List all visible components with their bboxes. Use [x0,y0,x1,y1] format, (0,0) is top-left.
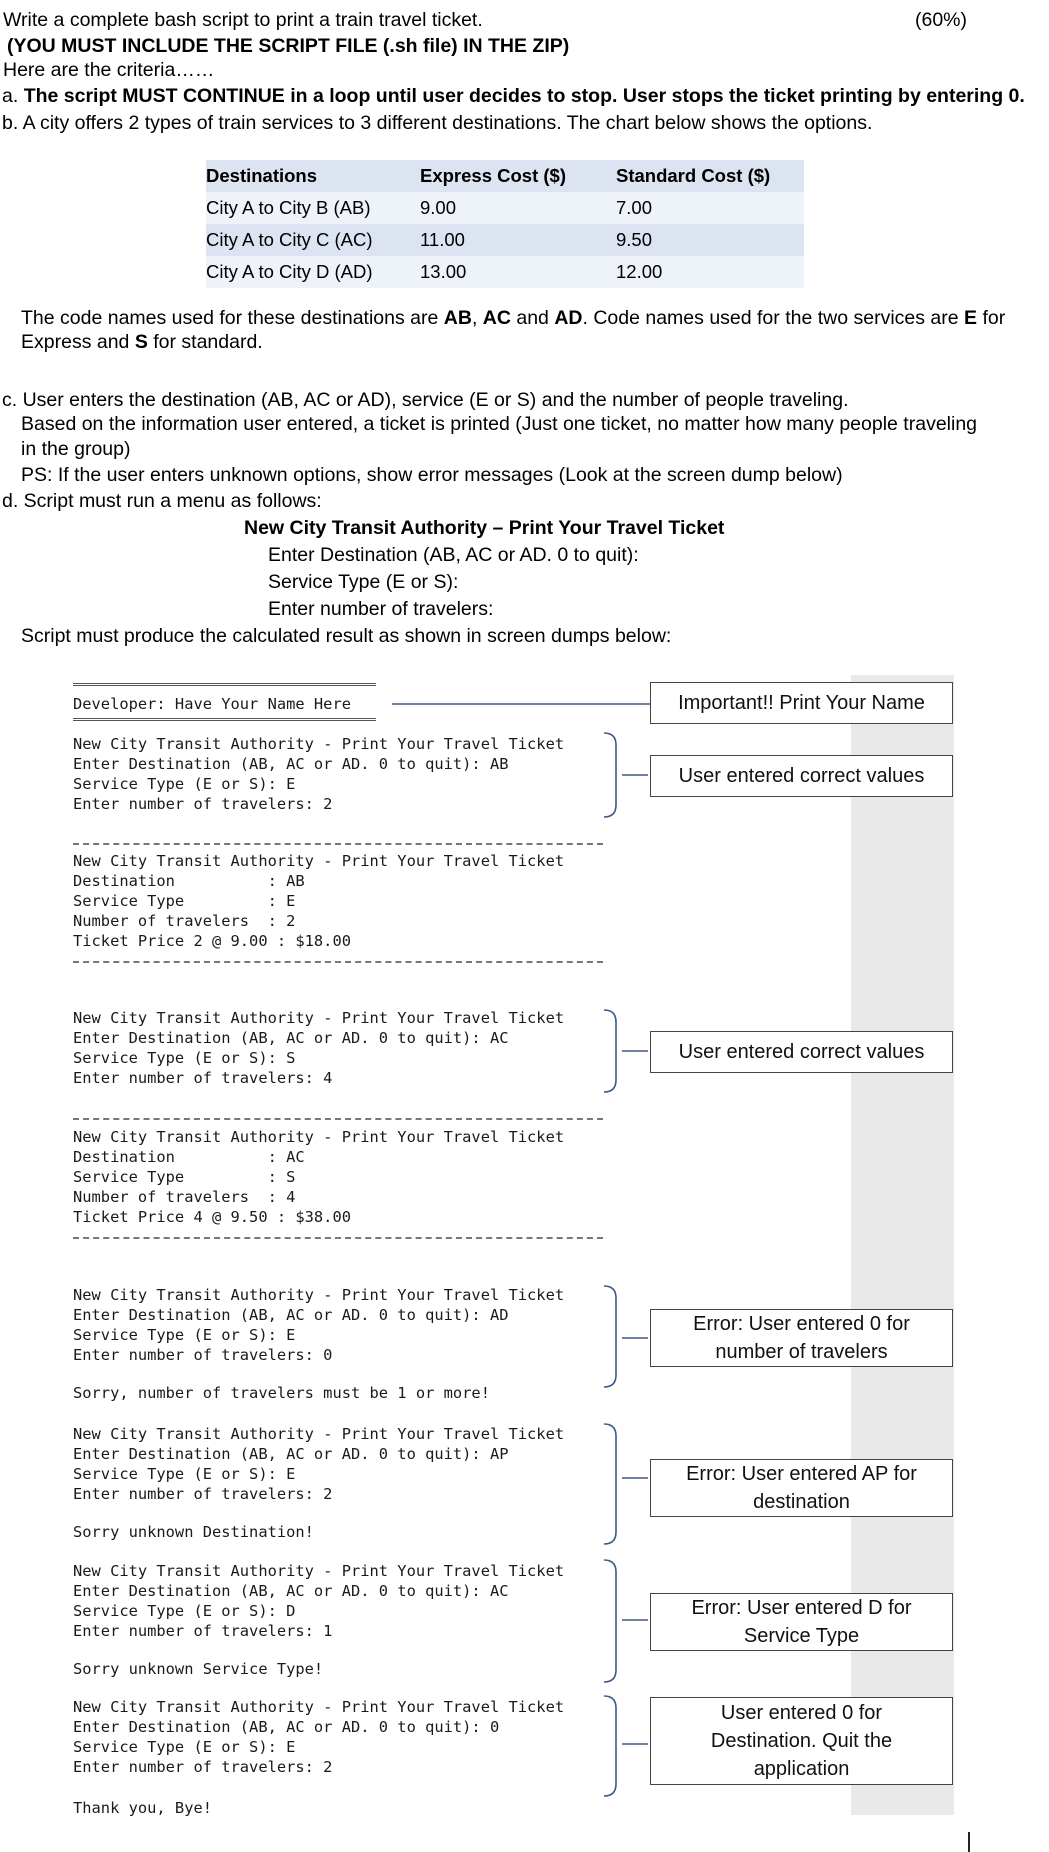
cell-express: 9.00 [420,192,616,224]
code-text: for standard. [147,331,263,353]
assignment-intro: Write a complete bash script to print a train travel ticket. [3,9,483,31]
cell-express: 11.00 [420,224,616,256]
header-standard-cost: Standard Cost ($) [616,160,804,192]
callout-print-name: Important!! Print Your Name [650,682,953,724]
terminal-line: Destination : AB [73,872,305,890]
terminal-line: New City Transit Authority - Print Your Travel Ticket [73,852,565,870]
terminal-line: Destination : AC [73,1148,305,1166]
error-travelers: Sorry, number of travelers must be 1 or more! [73,1384,490,1402]
callout-quit [650,1697,953,1785]
bracket-icon [604,1424,616,1544]
callout-line: User entered 0 for [720,1702,883,1724]
bracket-icon [604,733,616,817]
text-cursor [968,1832,970,1852]
criterion-a-prefix: a. [2,85,19,107]
terminal-line: Service Type : S [73,1168,296,1186]
criteria-intro: Here are the criteria…… [3,59,215,81]
criterion-c-line1: c. User enters the destination (AB, AC or AD), service (E or S) and the number of people traveling. [2,389,849,411]
terminal-line: Service Type (E or S): E [73,1465,296,1483]
callout-correct-values-1: User entered correct values [650,755,953,797]
callout-line: destination [753,1491,850,1513]
terminal-line: New City Transit Authority - Print Your Travel Ticket [73,1425,565,1443]
terminal-line: Service Type (E or S): E [73,1326,296,1344]
terminal-line: Enter number of travelers: 1 [73,1622,333,1640]
terminal-line: Ticket Price 2 @ 9.00 : $18.00 [73,932,351,950]
cell-standard: 12.00 [616,256,804,288]
bracket-icon [604,1286,616,1387]
code-text: Express and [21,331,135,353]
terminal-line: Enter Destination (AB, AC or AD. 0 to quit): AB [73,755,509,773]
terminal-line: New City Transit Authority - Print Your Travel Ticket [73,1128,565,1146]
terminal-line: Service Type : E [73,892,296,910]
criterion-a-text: The script MUST CONTINUE in a loop until user decides to stop. User stops the ticket printing by entering 0. [23,85,1025,107]
code-e: E [964,307,978,329]
menu-title: New City Transit Authority – Print Your Travel Ticket [244,517,725,539]
terminal-line: Enter Destination (AB, AC or AD. 0 to quit): AP [73,1445,509,1463]
callout-line: Destination. Quit the [710,1730,893,1752]
code-ab: AB [443,307,472,329]
criterion-c-line2: Based on the information user entered, a ticket is printed (Just one ticket, no matter how many people traveling [21,413,978,435]
callout-line: Error: User entered 0 for [693,1313,910,1335]
code-s: S [134,331,148,353]
terminal-line: New City Transit Authority - Print Your Travel Ticket [73,1698,565,1716]
developer-line: Developer: Have Your Name Here [73,695,351,713]
cell-express: 13.00 [420,256,616,288]
terminal-line: Number of travelers : 4 [73,1188,296,1206]
code-ac: AC [482,307,511,329]
error-destination: Sorry unknown Destination! [73,1523,314,1541]
menu-destination: Enter Destination (AB, AC or AD. 0 to quit): [268,544,639,566]
terminal-line: Enter number of travelers: 4 [73,1069,333,1087]
code-ad: AD [554,307,583,329]
cell-standard: 7.00 [616,192,804,224]
zip-requirement: (YOU MUST INCLUDE THE SCRIPT FILE (.sh file) IN THE ZIP) [7,35,570,57]
header-express-cost: Express Cost ($) [420,160,616,192]
terminal-line: Service Type (E or S): E [73,1738,296,1756]
cell-destination: City A to City C (AC) [206,224,420,256]
cell-standard: 9.50 [616,224,804,256]
callout-error-destination [650,1459,953,1517]
terminal-line: Service Type (E or S): E [73,775,296,793]
terminal-line: Enter Destination (AB, AC or AD. 0 to quit): AC [73,1582,509,1600]
error-service: Sorry unknown Service Type! [73,1660,324,1678]
cell-destination: City A to City D (AD) [206,256,420,288]
callout-error-travelers [650,1309,953,1367]
bracket-icon [604,1560,616,1682]
callout-line: number of travelers [715,1341,888,1363]
terminal-line: New City Transit Authority - Print Your Travel Ticket [73,1562,565,1580]
terminal-line: Ticket Price 4 @ 9.50 : $38.00 [73,1208,351,1226]
weight-percent: (60%) [915,9,968,31]
callout-line: Error: User entered AP for [686,1463,917,1485]
menu-service: Service Type (E or S): [268,571,459,593]
code-text: . Code names used for the two services are [582,307,965,329]
header-destinations: Destinations [206,160,420,192]
criterion-c-line3: in the group) [21,438,131,460]
bracket-icon [604,1010,616,1092]
criterion-c-ps: PS: If the user enters unknown options, show error messages (Look at the screen dump below) [21,464,843,486]
code-text: The code names used for these destinations are [21,307,444,329]
terminal-line: Service Type (E or S): S [73,1049,296,1067]
callout-correct-values-2: User entered correct values [650,1031,953,1073]
callout-line: application [753,1758,850,1780]
bracket-icon [604,1696,616,1796]
criterion-d-line1: d. Script must run a menu as follows: [2,490,322,512]
terminal-line: Enter Destination (AB, AC or AD. 0 to quit): AD [73,1306,509,1324]
cell-destination: City A to City B (AB) [206,192,420,224]
criterion-b-prefix: b. [2,112,19,134]
terminal-line: Enter number of travelers: 0 [73,1346,333,1364]
terminal-line: Service Type (E or S): D [73,1602,296,1620]
callout-error-service [650,1593,953,1651]
screen-dump-intro: Script must produce the calculated result as shown in screen dumps below: [21,625,672,647]
terminal-line: Number of travelers : 2 [73,912,296,930]
terminal-line: Enter Destination (AB, AC or AD. 0 to quit): AC [73,1029,509,1047]
terminal-line: Enter number of travelers: 2 [73,795,333,813]
terminal-line: Enter number of travelers: 2 [73,1485,333,1503]
code-text: for [977,307,1006,329]
callout-line: Error: User entered D for [691,1597,912,1619]
criterion-b-text: A city offers 2 types of train services to 3 different destinations. The chart below shows the options. [22,112,873,134]
code-text: and [510,307,555,329]
menu-travelers: Enter number of travelers: [268,598,494,620]
terminal-line: New City Transit Authority - Print Your Travel Ticket [73,735,565,753]
terminal-line: New City Transit Authority - Print Your Travel Ticket [73,1009,565,1027]
code-text: , [471,307,483,329]
terminal-line: New City Transit Authority - Print Your Travel Ticket [73,1286,565,1304]
terminal-line: Enter Destination (AB, AC or AD. 0 to quit): 0 [73,1718,500,1736]
bye-message: Thank you, Bye! [73,1799,212,1817]
callout-line: Service Type [743,1625,860,1647]
terminal-line: Enter number of travelers: 2 [73,1758,333,1776]
